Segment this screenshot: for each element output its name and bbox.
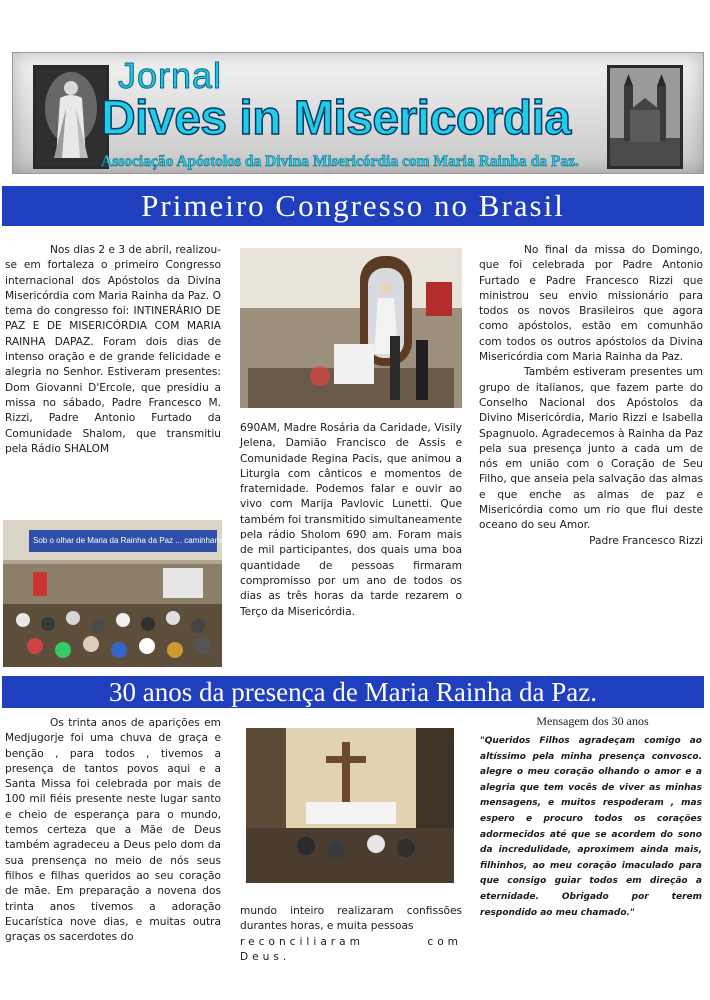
masthead-title: Dives in Misericordia [101, 92, 571, 145]
congress-crowd-photo [3, 520, 273, 667]
masthead-subtitle: Associação Apóstolos da Divina Misericórdia com Maria Rainha da Paz. [101, 153, 579, 170]
article1-signature: Padre Francesco Rizzi [589, 534, 703, 547]
masthead [12, 52, 704, 174]
article1-paragraph-4: Também estiveram presentes um grupo de italianos, que fazem parte do Conselho Nacional dos Apóstolos da Divino Misericórdia, Mario Rizzi e Isabella Spagnuolo. Agradecemos à Rainha da Paz pela sua presença junto a cada um de nós em união com o Coração de Seu Filho, que anseia pela salvação das almas e que enche as almas de paz e Misericórdia como um rio que flui deste oceano do seu Amor. [479, 366, 703, 532]
article2-column-1 [5, 716, 221, 945]
article1-paragraph-1: Nos dias 2 e 3 de abril, realizou-se em fortaleza o primeiro Congresso internacional dos Apóstolos da Divina Misericórdia com Maria Rainha da Paz. O tema do congresso foi: INTINERÁRIO DE PAZ E DE MISERICÓRDIA COM MARIA RAINHA DAPAZ. Foram dois dias de intenso oração e de grande felicidade e alegria no Senhor. Estiveram presentes: Dom Giovanni D'Ercole, que presidiu a missa no sábado, Padre Francesco M. Rizzi, Padre Antonio Furtado da Comunidade Shalom, que transmitiu pela Rádio SHALOM [5, 244, 221, 455]
article1-column-2 [240, 421, 462, 620]
article1-column-3 [479, 243, 703, 549]
article2-paragraph-2b: reconciliaram com Deus. [240, 935, 462, 963]
headline-banner-2: 30 anos da presença de Maria Rainha da Paz. [2, 676, 704, 708]
adoration-chapel-photo [246, 728, 454, 883]
medjugorje-church-image [607, 65, 683, 169]
article1-paragraph-2: 690AM, Madre Rosária da Caridade, Visily Jelena, Damião Francisco de Assis e Comunidade Regina Pacis, que animou a Liturgia com cânticos e momentos de fraternidade. Podemos falar e ouvir ao vivo com Marija Pavlovic Lunetti. Que também foi transmitido simultaneamente pela rádio Sholom 690 am. Foram mais de mil participantes, dos quais uma boa quantidade de pessoas firmaram compromisso por um ano de todos os dias as três horas da tarde rezarem o Terço da Misericórdia. [240, 422, 462, 618]
message-title: Mensagem dos 30 anos [536, 714, 649, 728]
message-text: "Queridos Filhos agradeçam comigo ao altíssimo pela minha presença convosco. alegre o meu coração olhando o amor e a alegria que tem vocês de viver as minhas mensagens, e muitos respoderam , mas espero e procuro todos os corações adormecidos até que se acordem do sono da incredulidade, aproximem ainda mais, filhinhos, ao meu coração imaculado para que consigo guiar todos em direção a eternidade. Obrigado por terem respondido ao meu chamado." [480, 736, 702, 918]
article1-column-1 [5, 243, 221, 457]
congress-altar-photo [240, 248, 462, 408]
photo-banner-text: Sob o olhar de Maria da Rainha da Paz ... caminhamos com Jesus! [33, 536, 273, 545]
article1-paragraph-3: No final da missa do Domingo, que foi celebrada por Padre Antonio Furtado e Padre Francesco Rizzi que ministrou seu envio missionário para todos os novos Brasileiros que agora como apóstolos, estão em comunhão com todos os outros apóstolos da Divina Misericórdia com Maria Rainha da Paz. [479, 244, 703, 364]
article2-column-2 [240, 904, 462, 965]
masthead-kicker: Jornal [118, 55, 223, 96]
article2-paragraph-2a: mundo inteiro realizaram confissões durantes horas, e muita pessoas [240, 905, 462, 933]
headline-banner-1: Primeiro Congresso no Brasil [2, 186, 704, 226]
divine-mercy-image [33, 65, 109, 169]
article2-paragraph-1: Os trinta anos de aparições em Medjugorje foi uma chuva de graça e benção , para todos , tivemos a presença de tantos povos aqui e a Santa Missa foi celebrada por mais de 100 mil fiéis presente neste lugar santo e cheio de esperança para o mundo, temos certeza que a Mãe de Deus também agradeceu a Deus pelo dom da sua prensença no meio de nós seus filhos e filhas queridos ao seu coração de mãe. Em preparação a novena dos trinta anos tivemos a adoração Eucarística nove dias, e muitas outra graças os sacerdotes do [5, 717, 221, 944]
